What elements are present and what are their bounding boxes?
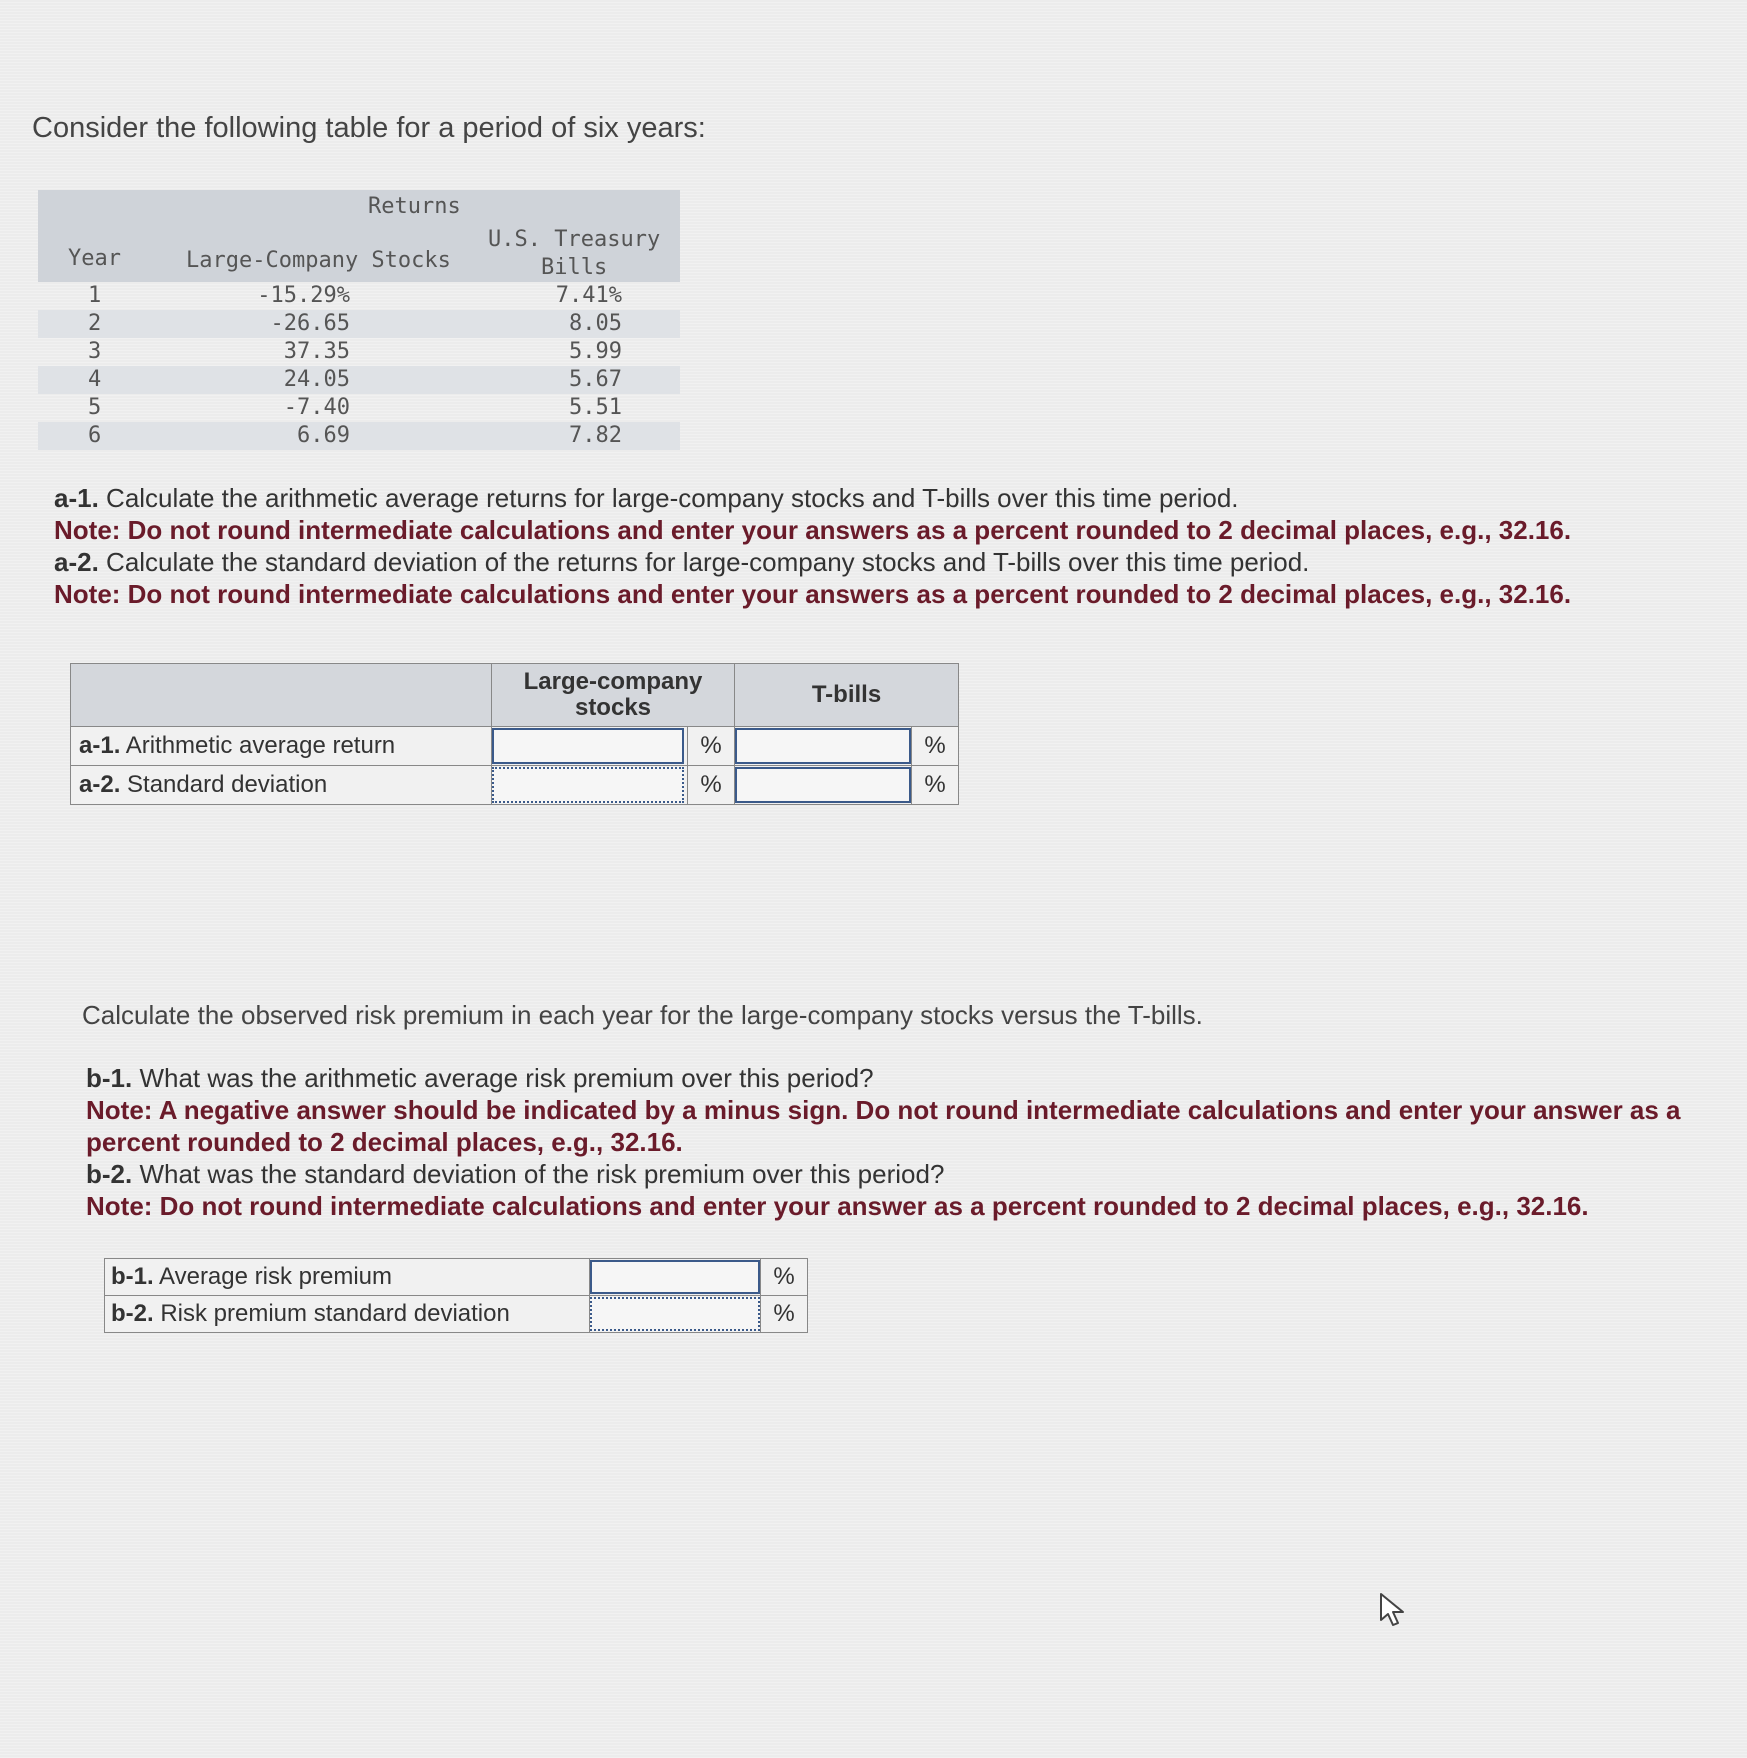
risk-premium-std-deviation-input[interactable] xyxy=(590,1297,760,1331)
stocks-header: Large-company stocks xyxy=(492,664,735,727)
year-cell: 2 xyxy=(88,311,102,336)
year-cell: 5 xyxy=(88,395,102,420)
percent-label: % xyxy=(688,766,735,805)
cell xyxy=(492,727,688,766)
percent-label: % xyxy=(688,727,735,766)
returns-table-header xyxy=(38,190,680,282)
stocks-cell: 24.05 xyxy=(283,367,350,392)
b1-prefix: b-1. xyxy=(86,1063,133,1093)
table-row xyxy=(38,310,680,338)
percent-label: % xyxy=(912,766,959,805)
row-label: b-2. Risk premium standard deviation xyxy=(105,1296,590,1333)
returns-table xyxy=(38,190,680,450)
table-row xyxy=(38,282,680,310)
tbills-column-header: U.S. Treasury Bills xyxy=(488,227,661,280)
stocks-cell: -15.29% xyxy=(257,283,350,308)
stocks-cell: -7.40 xyxy=(283,395,350,420)
stocks-average-return-input[interactable] xyxy=(492,728,684,764)
average-risk-premium-input[interactable] xyxy=(590,1260,760,1294)
b1-question: What was the arithmetic average risk premium over this period? xyxy=(132,1063,874,1093)
table-row xyxy=(38,422,680,450)
tbills-header: T-bills xyxy=(735,664,959,727)
cell xyxy=(735,727,912,766)
year-column-header: Year xyxy=(68,246,121,271)
table-row xyxy=(71,727,959,766)
tbills-cell: 5.99 xyxy=(569,339,622,364)
year-cell: 4 xyxy=(88,367,102,392)
a1-note: Note: Do not round intermediate calculations and enter your answers as a percent rounded to 2 decimal places, e.g., 32.16. xyxy=(54,515,1572,545)
stocks-column-header: Large-Company Stocks xyxy=(186,248,451,273)
cell xyxy=(590,1259,761,1296)
part-b-instructions xyxy=(86,1062,1726,1222)
tbills-std-deviation-input[interactable] xyxy=(735,767,911,803)
answer-table-a-header xyxy=(71,664,959,727)
percent-label: % xyxy=(761,1259,808,1296)
row-label: b-1. Average risk premium xyxy=(105,1259,590,1296)
b2-prefix: b-2. xyxy=(86,1159,133,1189)
year-cell: 3 xyxy=(88,339,102,364)
returns-group-header: Returns xyxy=(368,194,461,219)
b2-question: What was the standard deviation of the risk premium over this period? xyxy=(132,1159,945,1189)
table-row xyxy=(71,766,959,805)
table-row xyxy=(38,338,680,366)
intro-text: Consider the following table for a period of six years: xyxy=(32,112,706,144)
a2-prefix: a-2. xyxy=(54,547,99,577)
tbills-cell: 8.05 xyxy=(569,311,622,336)
tbills-cell: 5.67 xyxy=(569,367,622,392)
a1-prefix: a-1. xyxy=(54,483,99,513)
a2-question: Calculate the standard deviation of the returns for large-company stocks and T-bills over this time period. xyxy=(98,547,1310,577)
percent-label: % xyxy=(912,727,959,766)
year-cell: 6 xyxy=(88,423,102,448)
tbills-cell: 7.82 xyxy=(569,423,622,448)
a1-question: Calculate the arithmetic average returns for large-company stocks and T-bills over this time period. xyxy=(98,483,1239,513)
percent-label: % xyxy=(761,1296,808,1333)
answer-table-a xyxy=(70,663,959,805)
year-cell: 1 xyxy=(88,283,102,308)
b2-note: Note: Do not round intermediate calculations and enter your answer as a percent rounded to 2 decimal places, e.g., 32.16. xyxy=(86,1191,1589,1221)
table-row xyxy=(38,394,680,422)
part-a-instructions xyxy=(54,482,1714,610)
table-row xyxy=(38,366,680,394)
stocks-cell: 37.35 xyxy=(283,339,350,364)
mouse-cursor-icon xyxy=(1378,1592,1408,1628)
stocks-cell: -26.65 xyxy=(270,311,350,336)
tbills-average-return-input[interactable] xyxy=(735,728,911,764)
a2-note: Note: Do not round intermediate calculations and enter your answers as a percent rounded to 2 decimal places, e.g., 32.16. xyxy=(54,579,1572,609)
cell xyxy=(590,1296,761,1333)
table-row xyxy=(105,1259,808,1296)
tbills-cell: 7.41% xyxy=(555,283,622,308)
tbills-cell: 5.51 xyxy=(569,395,622,420)
b1-note: Note: A negative answer should be indicated by a minus sign. Do not round intermediate calculations and enter your answer as a percent rounded to 2 decimal places, e.g., 32.16. xyxy=(86,1095,1681,1157)
cell xyxy=(492,766,688,805)
cell xyxy=(735,766,912,805)
table-row xyxy=(105,1296,808,1333)
stocks-cell: 6.69 xyxy=(297,423,350,448)
stocks-std-deviation-input[interactable] xyxy=(492,767,684,803)
row-label: a-1. Arithmetic average return xyxy=(71,727,492,766)
part-b-intro: Calculate the observed risk premium in each year for the large-company stocks versus the T-bills. xyxy=(82,1000,1203,1030)
row-label: a-2. Standard deviation xyxy=(71,766,492,805)
answer-table-b xyxy=(104,1258,808,1333)
empty-header-cell xyxy=(71,664,492,727)
